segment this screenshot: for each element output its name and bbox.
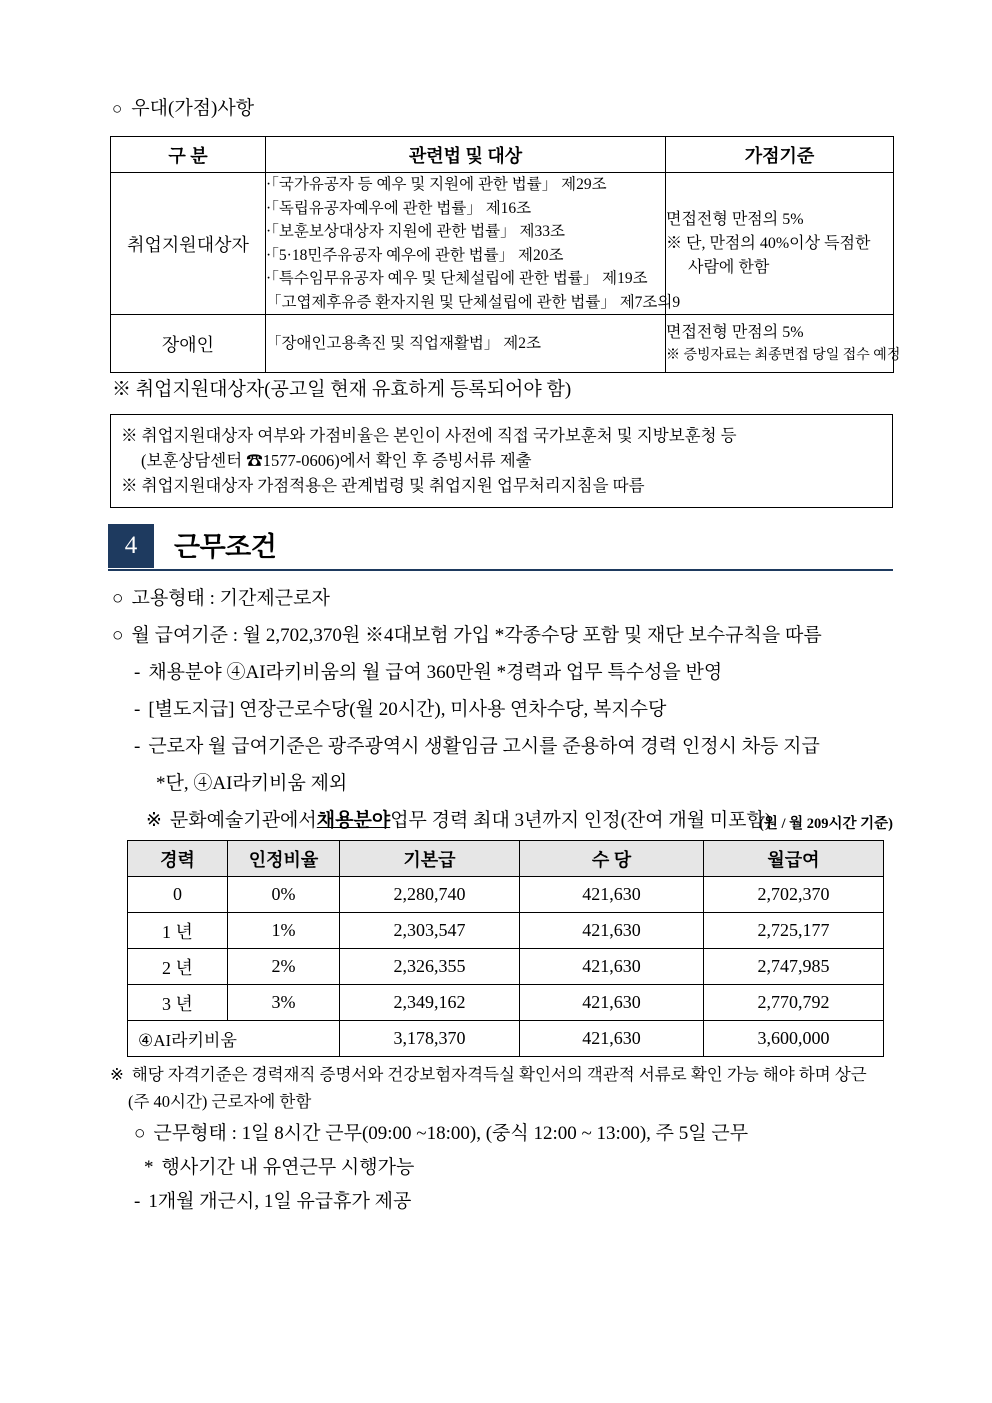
- dash-icon: -: [134, 662, 141, 683]
- body-line-text: 고용형태 : 기간제근로자: [131, 588, 330, 609]
- cell-rate: 0%: [228, 877, 340, 913]
- section-number-badge: 4: [108, 524, 154, 568]
- body-line-text: 월 급여기준 : 월 2,702,370원 ※4대보험 가입 *각종수당 포함 및 재단 보수규칙을 따름: [131, 625, 822, 646]
- cell-criteria-employment-support: [666, 173, 894, 315]
- cell-allowance: 421,630: [520, 877, 704, 913]
- table-row: [128, 949, 884, 985]
- emphasis-before: 문화예술기관에서: [169, 810, 317, 831]
- col-header-rate: 인정비율: [228, 841, 340, 877]
- cell-allowance: 421,630: [520, 1021, 704, 1057]
- asterisk-icon: *: [144, 1156, 154, 1178]
- cell-laws-employment-support: [266, 173, 681, 315]
- cell-base: 2,303,547: [340, 913, 520, 949]
- law-item: ·「독립유공자예우에 관한 법률」 제16조: [266, 199, 532, 217]
- cell-career: 0: [128, 877, 228, 913]
- body-line: [112, 691, 902, 728]
- notice-box: [110, 414, 893, 508]
- footer-note-text: (주 40시간) 근로자에 한함: [128, 1092, 312, 1112]
- footer-note-text: 근무형태 : 1일 8시간 근무(09:00 ~18:00), (중식 12:00 ~ 13:00), 주 5일 근무: [153, 1122, 749, 1144]
- bullet-circle-icon: ○: [112, 588, 124, 609]
- benefits-table: [110, 136, 901, 373]
- col-header-laws: 관련법 및 대상: [266, 137, 666, 173]
- table-row: [128, 1021, 884, 1057]
- cell-career: 2 년: [128, 949, 228, 985]
- cell-allowance: 421,630: [520, 985, 704, 1021]
- criteria-line: ※ 단, 만점의 40%이상 득점한: [666, 234, 871, 252]
- cell-rate: 3%: [228, 985, 340, 1021]
- cell-total: 2,770,792: [704, 985, 884, 1021]
- col-header-total: 월급여: [704, 841, 884, 877]
- footer-note-text: 행사기간 내 유연근무 시행가능: [161, 1156, 415, 1178]
- cell-career: 1 년: [128, 913, 228, 949]
- law-item: 「장애인고용촉진 및 직업재활법」 제2조: [266, 335, 541, 352]
- cell-category-disabled: 장애인: [111, 315, 266, 373]
- cell-rate: 2%: [228, 949, 340, 985]
- col-header-criteria: 가점기준: [666, 137, 894, 173]
- footer-note: [110, 1062, 900, 1089]
- body-line: [112, 580, 902, 617]
- section-divider: [108, 569, 893, 571]
- col-header-category: 구 분: [111, 137, 266, 173]
- footer-note-text: 1개월 개근시, 1일 유급휴가 제공: [148, 1190, 412, 1212]
- cell-total: 2,702,370: [704, 877, 884, 913]
- notice-line: (보훈상담센터 ☎1577-0606)에서 확인 후 증빙서류 제출: [141, 451, 532, 471]
- reference-mark-icon: ※: [110, 1065, 124, 1085]
- cell-allowance: 421,630: [520, 913, 704, 949]
- cell-allowance: 421,630: [520, 949, 704, 985]
- law-item: ·「국가유공자 등 예우 및 지원에 관한 법률」 제29조: [266, 176, 607, 193]
- cell-base: 2,280,740: [340, 877, 520, 913]
- law-item: 「고엽제후유증 환자지원 및 단체설립에 관한 법률」 제7조의9: [266, 293, 681, 311]
- body-line: [112, 728, 902, 765]
- salary-header-row: [128, 841, 884, 877]
- footer-note: [110, 1116, 900, 1150]
- preference-heading: [112, 96, 254, 122]
- section-title: 근무조건: [174, 532, 277, 562]
- table-row: [111, 173, 894, 315]
- notice-line: ※ 취업지원대상자 가점적용은 관계법령 및 취업지원 업무처리지침을 따름: [121, 476, 645, 496]
- dash-icon: -: [134, 736, 141, 757]
- col-header-career: 경력: [128, 841, 228, 877]
- footer-note-text: 해당 자격기준은 경력재직 증명서와 건강보험자격득실 확인서의 객관적 서류로 확인 가능 해야 하며 상근: [131, 1065, 867, 1085]
- body-line: [112, 617, 902, 654]
- salary-table: [127, 840, 884, 1057]
- work-conditions-body: [112, 580, 902, 839]
- cell-career-special: ④AI라키비움: [128, 1021, 340, 1057]
- reference-mark-icon: ※: [146, 810, 162, 831]
- table-row: [128, 877, 884, 913]
- cell-total: 3,600,000: [704, 1021, 884, 1057]
- cell-total: 2,725,177: [704, 913, 884, 949]
- footer-note: [110, 1089, 900, 1116]
- cell-base: 2,349,162: [340, 985, 520, 1021]
- col-header-base: 기본급: [340, 841, 520, 877]
- registration-note: ※ 취업지원대상자(공고일 현재 유효하게 등록되어야 함): [112, 379, 572, 400]
- cell-laws-disabled: [266, 315, 666, 373]
- bullet-circle-icon: ○: [112, 625, 124, 646]
- table-row: [128, 913, 884, 949]
- body-line: [112, 765, 902, 802]
- footer-note: [110, 1184, 900, 1218]
- body-line-text: 채용분야 ④AI라키비움의 월 급여 360만원 *경력과 업무 특수성을 반영: [148, 662, 723, 683]
- bullet-circle-icon: ○: [112, 99, 123, 118]
- emphasis-after: 업무 경력 최대 3년까지 인정(잔여 개월 미포함): [390, 810, 772, 831]
- criteria-line: 면접전형 만점의 5%: [666, 324, 804, 342]
- cell-rate: 1%: [228, 913, 340, 949]
- criteria-line: 면접전형 만점의 5%: [666, 210, 804, 228]
- footer-note: [110, 1150, 900, 1184]
- law-item: ·「특수임무유공자 예우 및 단체설립에 관한 법률」 제19조: [266, 270, 648, 288]
- preference-heading-label: 우대(가점)사항: [131, 98, 255, 119]
- unit-note: (원 / 월 209시간 기준): [759, 816, 893, 832]
- cell-base: 2,326,355: [340, 949, 520, 985]
- table-header-row: [111, 137, 894, 173]
- footer-notes: [110, 1062, 900, 1218]
- criteria-line: ※ 증빙자료는 최종면접 당일 접수 예정: [666, 348, 901, 364]
- law-item: ·「5·18민주유공자 예우에 관한 법률」 제20조: [266, 246, 564, 264]
- dash-icon: -: [134, 1190, 141, 1212]
- notice-line: ※ 취업지원대상자 여부와 가점비율은 본인이 사전에 직접 국가보훈처 및 지방보훈청 등: [121, 426, 737, 445]
- cell-base: 3,178,370: [340, 1021, 520, 1057]
- cell-criteria-disabled: [666, 315, 901, 373]
- emphasis-bold: 채용분야: [316, 810, 391, 831]
- dash-icon: -: [134, 699, 141, 720]
- table-row: [111, 315, 894, 373]
- cell-category-employment-support: 취업지원대상자: [111, 173, 266, 315]
- body-line-text: [별도지급] 연장근로수당(월 20시간), 미사용 연차수당, 복지수당: [148, 699, 667, 720]
- table-row: [128, 985, 884, 1021]
- col-header-allowance: 수 당: [520, 841, 704, 877]
- body-line-text: 근로자 월 급여기준은 광주광역시 생활임금 고시를 준용하여 경력 인정시 차등 지급: [148, 736, 820, 757]
- body-line-text: *단, ④AI라키비움 제외: [156, 773, 348, 794]
- bullet-circle-icon: ○: [134, 1122, 146, 1144]
- cell-career: 3 년: [128, 985, 228, 1021]
- criteria-line: 사람에 한함: [688, 258, 770, 276]
- cell-total: 2,747,985: [704, 949, 884, 985]
- section-header: [108, 524, 893, 576]
- body-line: [112, 654, 902, 691]
- law-item: ·「보훈보상대상자 지원에 관한 법률」 제33조: [266, 223, 565, 241]
